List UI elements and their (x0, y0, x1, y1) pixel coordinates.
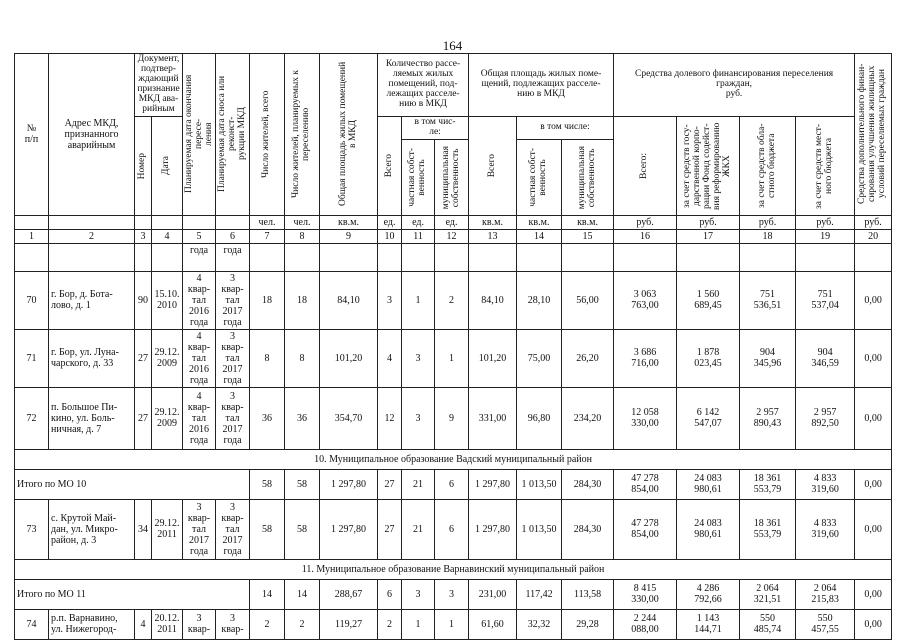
row-fund-region: 550 485,74 (740, 609, 796, 639)
total-row (15, 469, 892, 499)
header-fund-region: за счет средств обла- стного бюджета (740, 116, 796, 215)
total-label: Итого по МО 10 (15, 469, 250, 499)
total-qty: 27 (378, 469, 402, 499)
row-doc-number: 27 (135, 387, 152, 449)
total-row (15, 579, 892, 609)
row-qty-total: 12 (378, 387, 402, 449)
header-doc-date: Дата (152, 116, 183, 215)
row-number: 73 (15, 499, 49, 559)
row-qty-total: 4 (378, 329, 402, 387)
unit: кв.м. (562, 215, 614, 229)
row-qty-total: 27 (378, 499, 402, 559)
row-qty-private: 1 (402, 609, 435, 639)
row-fund-fond: 1 878 023,45 (677, 329, 740, 387)
row-residents-total: 58 (250, 499, 285, 559)
row-qty-private: 3 (402, 387, 435, 449)
row-address: р.п. Варнавино, ул. Нижегород- (49, 609, 135, 639)
row-qty-private: 3 (402, 329, 435, 387)
section-title: 10. Муниципальное образование Вадский муниципальный район (15, 449, 892, 469)
row-residents-total: 18 (250, 271, 285, 329)
row-end-date: 4 квар- тал 2016 года (183, 329, 216, 387)
row-area-private: 32,32 (517, 609, 562, 639)
header-demolition-date: Планируемая дата сноса или реконст- рукции МКД (216, 54, 250, 216)
row-doc-number: 34 (135, 499, 152, 559)
row-end-date: 4 квар- тал 2016 года (183, 387, 216, 449)
row-fund-local: 751 537,04 (796, 271, 855, 329)
header-additional-funding: Средства дополнительного финан- сирования улучшения жилищных условий переселяемых граждан (855, 54, 892, 216)
row-area-total: 101,20 (469, 329, 517, 387)
row-number: 74 (15, 609, 49, 639)
carry-over-row: года года (15, 243, 892, 271)
row-area-municipal: 284,30 (562, 499, 614, 559)
total-residents: 14 (250, 579, 285, 609)
row-additional: 0,00 (855, 609, 892, 639)
header-area-sub: в том числе: (517, 116, 614, 139)
row-qty-municipal: 1 (435, 329, 469, 387)
row-additional: 0,00 (855, 499, 892, 559)
row-qty-private: 21 (402, 499, 435, 559)
section-title: 11. Муниципальное образование Варнавинский муниципальный район (15, 559, 892, 579)
total-fund-local: 4 833 319,60 (796, 469, 855, 499)
row-total-area: 354,70 (320, 387, 378, 449)
row-address: п. Большое Пи- кино, ул. Боль- ничная, д. 7 (49, 387, 135, 449)
row-fund-total: 3 063 763,00 (614, 271, 677, 329)
row-address: с. Крутой Май- дан, ул. Микро- район, д. 3 (49, 499, 135, 559)
header-doc-number: Номер (135, 116, 152, 215)
total-label: Итого по МО 11 (15, 579, 250, 609)
row-fund-region: 904 345,96 (740, 329, 796, 387)
total-qty-municipal: 6 (435, 469, 469, 499)
total-area-private: 1 013,50 (517, 469, 562, 499)
row-doc-date: 29.12. 2011 (152, 499, 183, 559)
total-area: 1 297,80 (320, 469, 378, 499)
row-residents-planned: 58 (285, 499, 320, 559)
header-funding-group: Средства долевого финансирования переселения граждан, руб. (614, 54, 855, 117)
unit: руб. (796, 215, 855, 229)
row-end-date: 4 квар- тал 2016 года (183, 271, 216, 329)
row-qty-municipal: 6 (435, 499, 469, 559)
row-fund-total: 2 244 088,00 (614, 609, 677, 639)
unit: ед. (402, 215, 435, 229)
row-area-municipal: 56,00 (562, 271, 614, 329)
table-row (15, 271, 892, 329)
section-row (15, 449, 892, 469)
row-area-total: 331,00 (469, 387, 517, 449)
column-numbers-row: 1 2 3 4 5 6 7 8 9 10 11 12 13 14 15 16 17 18 19 20 (15, 229, 892, 243)
table-row (15, 609, 892, 639)
row-residents-planned: 2 (285, 609, 320, 639)
total-area-municipal: 113,58 (562, 579, 614, 609)
row-area-municipal: 29,28 (562, 609, 614, 639)
row-fund-region: 751 536,51 (740, 271, 796, 329)
total-area-private: 117,42 (517, 579, 562, 609)
total-fund: 47 278 854,00 (614, 469, 677, 499)
header-area-group: Общая площадь жилых поме- щений, подлежащих расселе- нию в МКД (469, 54, 614, 117)
total-qty-municipal: 3 (435, 579, 469, 609)
row-additional: 0,00 (855, 329, 892, 387)
row-number: 71 (15, 329, 49, 387)
row-qty-municipal: 2 (435, 271, 469, 329)
total-residents-planned: 58 (285, 469, 320, 499)
header-qty-total: Всего (378, 116, 402, 215)
row-doc-number: 27 (135, 329, 152, 387)
header-quantity-group: Количество рассе- ляемых жилых помещений, под- лежащих расселе- нию в МКД (378, 54, 469, 117)
row-total-area: 119,27 (320, 609, 378, 639)
total-area-resettle: 231,00 (469, 579, 517, 609)
row-area-private: 96,80 (517, 387, 562, 449)
row-qty-municipal: 1 (435, 609, 469, 639)
row-area-total: 84,10 (469, 271, 517, 329)
unit: кв.м. (469, 215, 517, 229)
row-doc-date: 29.12. 2009 (152, 329, 183, 387)
row-fund-fond: 1 143 144,71 (677, 609, 740, 639)
row-residents-planned: 8 (285, 329, 320, 387)
header-fund-fond: за счет средств госу- дарственной корпо- рации Фонд содейст- вия реформированию ЖКХ (677, 116, 740, 215)
unit: чел. (250, 215, 285, 229)
row-fund-total: 47 278 854,00 (614, 499, 677, 559)
row-doc-number: 90 (135, 271, 152, 329)
section-row (15, 559, 892, 579)
row-fund-fond: 6 142 547,07 (677, 387, 740, 449)
header-address: Адрес МКД, признанного аварийным (49, 54, 135, 216)
header-area-total: Всего (469, 116, 517, 215)
header-qty-private: частная собст- венность (402, 139, 435, 215)
row-total-area: 84,10 (320, 271, 378, 329)
total-area: 288,67 (320, 579, 378, 609)
row-fund-local: 2 957 892,50 (796, 387, 855, 449)
row-doc-date: 20.12. 2011 (152, 609, 183, 639)
row-total-area: 1 297,80 (320, 499, 378, 559)
total-fund-region: 18 361 553,79 (740, 469, 796, 499)
total-fund-fond: 4 286 792,66 (677, 579, 740, 609)
unit: руб. (614, 215, 677, 229)
total-fund-fond: 24 083 980,61 (677, 469, 740, 499)
total-qty: 6 (378, 579, 402, 609)
total-additional: 0,00 (855, 469, 892, 499)
row-address: г. Бор, д. Бота- лово, д. 1 (49, 271, 135, 329)
unit: ед. (435, 215, 469, 229)
row-demolition-date: 3 квар- тал 2017 года (216, 387, 250, 449)
row-area-total: 61,60 (469, 609, 517, 639)
header-area-municipal: муниципальная собственность (562, 139, 614, 215)
total-fund-local: 2 064 215,83 (796, 579, 855, 609)
header-fund-local: за счет средств мест- ного бюджета (796, 116, 855, 215)
row-number: 70 (15, 271, 49, 329)
row-fund-fond: 1 560 689,45 (677, 271, 740, 329)
row-residents-total: 2 (250, 609, 285, 639)
table-row (15, 329, 892, 387)
row-qty-total: 3 (378, 271, 402, 329)
row-doc-number: 4 (135, 609, 152, 639)
row-fund-fond: 24 083 980,61 (677, 499, 740, 559)
total-fund: 8 415 330,00 (614, 579, 677, 609)
row-qty-municipal: 9 (435, 387, 469, 449)
total-area-municipal: 284,30 (562, 469, 614, 499)
row-residents-planned: 36 (285, 387, 320, 449)
row-area-municipal: 234,20 (562, 387, 614, 449)
total-fund-region: 2 064 321,51 (740, 579, 796, 609)
unit: руб. (740, 215, 796, 229)
unit: ед. (378, 215, 402, 229)
row-fund-local: 4 833 319,60 (796, 499, 855, 559)
header-end-date: Планируемая дата окончания пересе- ления (183, 54, 216, 216)
total-area-resettle: 1 297,80 (469, 469, 517, 499)
unit: руб. (677, 215, 740, 229)
total-additional: 0,00 (855, 579, 892, 609)
row-fund-region: 2 957 890,43 (740, 387, 796, 449)
unit: кв.м. (517, 215, 562, 229)
row-total-area: 101,20 (320, 329, 378, 387)
page-number: 164 (442, 38, 463, 53)
row-fund-local: 904 346,59 (796, 329, 855, 387)
total-qty-private: 3 (402, 579, 435, 609)
row-area-municipal: 26,20 (562, 329, 614, 387)
row-residents-total: 8 (250, 329, 285, 387)
resettlement-table (14, 53, 892, 640)
row-residents-total: 36 (250, 387, 285, 449)
row-demolition-date: 3 квар- (216, 609, 250, 639)
row-additional: 0,00 (855, 271, 892, 329)
unit: руб. (855, 215, 892, 229)
table-row (15, 499, 892, 559)
row-fund-region: 18 361 553,79 (740, 499, 796, 559)
table-row (15, 387, 892, 449)
header-residents-total: Число жителей, всего (250, 54, 285, 216)
row-doc-date: 29.12. 2009 (152, 387, 183, 449)
units-row (15, 215, 892, 229)
row-area-total: 1 297,80 (469, 499, 517, 559)
header-area-private: частная собст- венность (517, 139, 562, 215)
header-residents-planned: Число жителей, планируемых к переселению (285, 54, 320, 216)
header-total-area: Общая площадь жилых помещений в МКД (320, 54, 378, 216)
header-num: № п/п (15, 54, 49, 216)
row-end-date: 3 квар- (183, 609, 216, 639)
row-additional: 0,00 (855, 387, 892, 449)
row-doc-date: 15.10. 2010 (152, 271, 183, 329)
total-qty-private: 21 (402, 469, 435, 499)
unit: чел. (285, 215, 320, 229)
header-qty-sub: в том чис- ле: (402, 116, 469, 139)
row-qty-total: 2 (378, 609, 402, 639)
total-residents: 58 (250, 469, 285, 499)
header-qty-municipal: муниципальная собственность (435, 139, 469, 215)
row-demolition-date: 3 квар- тал 2017 года (216, 499, 250, 559)
row-fund-local: 550 457,55 (796, 609, 855, 639)
unit: кв.м. (320, 215, 378, 229)
row-demolition-date: 3 квар- тал 2017 года (216, 271, 250, 329)
row-fund-total: 3 686 716,00 (614, 329, 677, 387)
row-area-private: 28,10 (517, 271, 562, 329)
row-address: г. Бор, ул. Луна- чарского, д. 33 (49, 329, 135, 387)
row-residents-planned: 18 (285, 271, 320, 329)
row-area-private: 75,00 (517, 329, 562, 387)
total-residents-planned: 14 (285, 579, 320, 609)
row-fund-total: 12 058 330,00 (614, 387, 677, 449)
row-qty-private: 1 (402, 271, 435, 329)
header-fund-total: Всего: (614, 116, 677, 215)
row-demolition-date: 3 квар- тал 2017 года (216, 329, 250, 387)
row-area-private: 1 013,50 (517, 499, 562, 559)
row-number: 72 (15, 387, 49, 449)
row-end-date: 3 квар- тал 2017 года (183, 499, 216, 559)
header-document: Документ, подтвер- ждающий признание МКД ава- рийным (135, 54, 183, 117)
